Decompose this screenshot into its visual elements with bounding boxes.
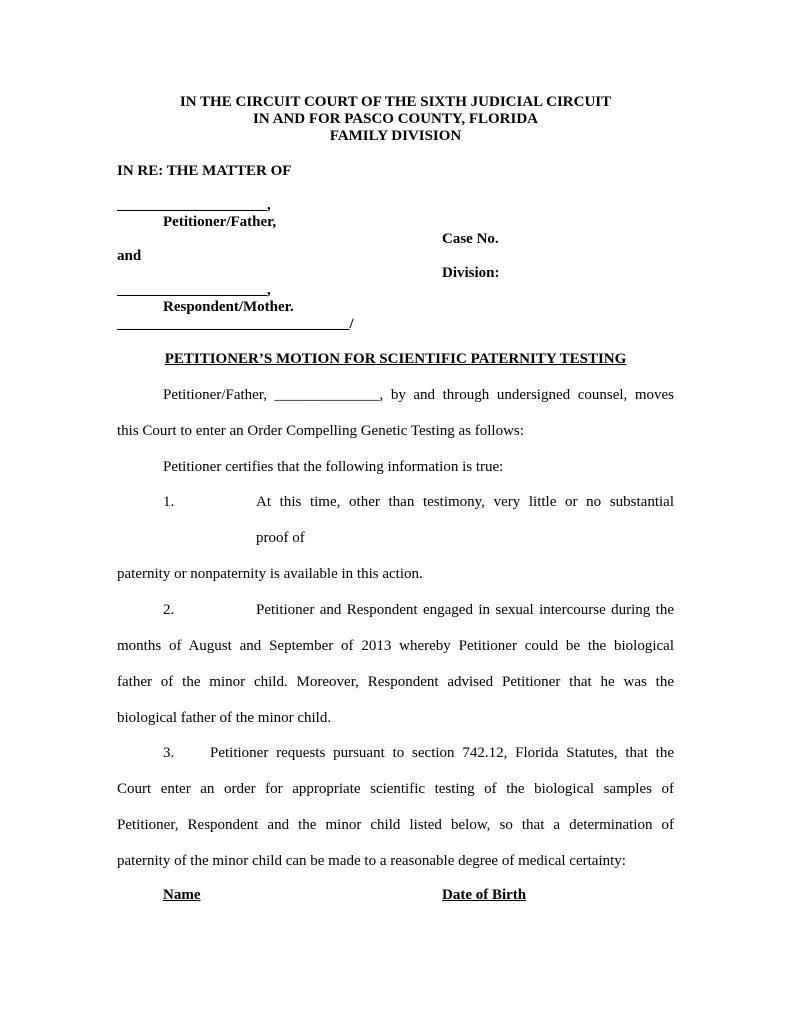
intro-paragraph <box>117 377 674 485</box>
paragraph-3-line-3: Petitioner, Respondent and the minor child listed below, so that a determination of <box>117 817 674 833</box>
respondent-label: Respondent/Mother. <box>163 299 294 315</box>
intro-line-1: Petitioner/Father, ______________, by and through undersigned counsel, moves <box>163 387 674 403</box>
intro-line-2: this Court to enter an Order Compelling Genetic Testing as follows: <box>117 423 524 439</box>
paragraph-3-line-2: Court enter an order for appropriate scientific testing of the biological samples of <box>117 781 674 797</box>
paragraph-3-number: 3. <box>163 745 175 761</box>
paragraph-3-first-line <box>210 735 674 771</box>
paragraph-2-body <box>117 628 674 736</box>
paragraph-2-line-4: biological father of the minor child. <box>117 710 332 726</box>
paragraph-3-line-1: Petitioner requests pursuant to section 742.12, Florida Statutes, that the <box>210 745 674 761</box>
respondent-name-blank: ____________________, <box>117 282 271 298</box>
certify-line: Petitioner certifies that the following information is true: <box>163 459 504 475</box>
paragraph-2-first-line <box>256 592 674 628</box>
paragraph-2-number: 2. <box>163 602 175 618</box>
paragraph-2-line-2: months of August and September of 2013 whereby Petitioner could be the biological <box>117 638 674 654</box>
paragraph-1-line-3: paternity or nonpaternity is available in this action. <box>117 566 423 582</box>
paragraph-1-body <box>256 484 674 556</box>
name-column-header: Name <box>163 887 201 903</box>
paragraph-1-number: 1. <box>163 494 175 510</box>
paragraph-2-line-1: Petitioner and Respondent engaged in sexual intercourse during the <box>256 602 674 618</box>
paragraph-1-continuation <box>117 556 674 592</box>
case-number-label: Case No. <box>442 231 499 247</box>
petitioner-label: Petitioner/Father, <box>163 214 277 230</box>
paragraph-2-line-3: father of the minor child. Moreover, Respondent advised Petitioner that he was the <box>117 674 674 690</box>
date-of-birth-column-header: Date of Birth <box>442 887 527 903</box>
in-re-heading: IN RE: THE MATTER OF <box>117 163 292 179</box>
division-label: Division: <box>442 265 500 281</box>
paragraph-1-line-2: proof of <box>256 530 305 546</box>
court-header-line-1: IN THE CIRCUIT COURT OF THE SIXTH JUDICIAL CIRCUIT <box>179 94 612 110</box>
court-header-line-2: IN AND FOR PASCO COUNTY, FLORIDA <box>252 111 539 127</box>
court-header-line-3: FAMILY DIVISION <box>329 128 462 144</box>
motion-title: PETITIONER’S MOTION FOR SCIENTIFIC PATERNITY TESTING <box>164 351 627 367</box>
and-label: and <box>117 248 142 264</box>
caption-closing-line: _______________________________/ <box>117 316 354 332</box>
paragraph-1-line-1: At this time, other than testimony, very little or no substantial <box>256 494 674 510</box>
paragraph-3-line-4: paternity of the minor child can be made to a reasonable degree of medical certainty: <box>117 853 626 869</box>
petitioner-name-blank: ____________________, <box>117 197 271 213</box>
paragraph-3-body <box>117 771 674 879</box>
